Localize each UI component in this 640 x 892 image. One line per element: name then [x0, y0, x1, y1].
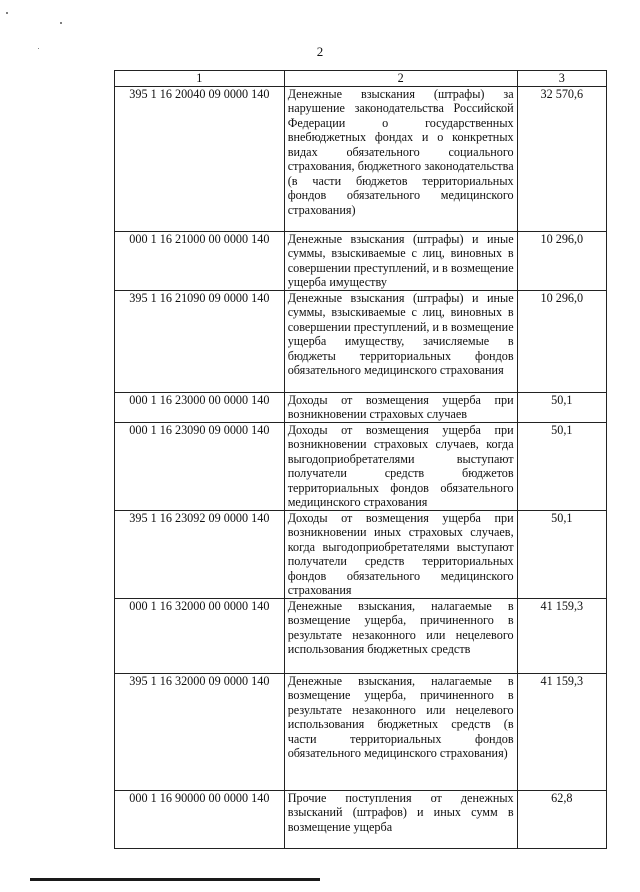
amount: 10 296,0 — [517, 290, 606, 392]
budget-code: 000 1 16 23090 09 0000 140 — [115, 422, 285, 510]
budget-code: 000 1 16 23000 00 0000 140 — [115, 392, 285, 422]
budget-code: 395 1 16 20040 09 0000 140 — [115, 86, 285, 231]
income-description: Денежные взыскания (штрафы) и иные суммы, взыскиваемые с лиц, виновных в совершении преступлений, и в возмещение ущерба имуществу — [284, 231, 517, 290]
budget-code: 395 1 16 32000 09 0000 140 — [115, 673, 285, 790]
table-row — [115, 790, 607, 848]
table-row — [115, 290, 607, 392]
page-number: 2 — [316, 44, 324, 59]
income-description: Доходы от возмещения ущерба при возникновении иных страховых случаев, когда выгодоприобретателями выступают получатели средств территориальных фондов обязательного медицинского страхования — [284, 510, 517, 598]
income-description: Денежные взыскания, налагаемые в возмещение ущерба, причиненного в результате незаконного или нецелевого использования бюджетных средств — [284, 598, 517, 673]
amount: 62,8 — [517, 790, 606, 848]
table-row — [115, 598, 607, 673]
income-description: Доходы от возмещения ущерба при возникновении страховых случаев, когда выгодоприобретателями выступают получатели средств бюджетов территориальных фондов обязательного медицинского страхования — [284, 422, 517, 510]
table-row — [115, 231, 607, 290]
scan-speck — [60, 22, 62, 24]
amount: 10 296,0 — [517, 231, 606, 290]
column-header: 3 — [517, 71, 606, 87]
scan-speck — [6, 12, 8, 14]
column-header: 1 — [115, 71, 285, 87]
table-row — [115, 673, 607, 790]
amount: 41 159,3 — [517, 673, 606, 790]
budget-code: 395 1 16 23092 09 0000 140 — [115, 510, 285, 598]
table-row — [115, 86, 607, 231]
revenue-table — [114, 70, 607, 849]
budget-code: 000 1 16 90000 00 0000 140 — [115, 790, 285, 848]
amount: 41 159,3 — [517, 598, 606, 673]
table-header-row — [115, 71, 607, 87]
table-row — [115, 392, 607, 422]
income-description: Доходы от возмещения ущерба при возникновении страховых случаев — [284, 392, 517, 422]
income-description: Денежные взыскания (штрафы) и иные суммы, взыскиваемые с лиц, виновных в совершении преступлений, и в возмещение ущерба имуществу, зачисляемые в бюджеты территориальных фондов обязательного медицинского страхования — [284, 290, 517, 392]
budget-code: 000 1 16 32000 00 0000 140 — [115, 598, 285, 673]
table-row — [115, 510, 607, 598]
amount: 50,1 — [517, 422, 606, 510]
budget-code: 395 1 16 21090 09 0000 140 — [115, 290, 285, 392]
amount: 50,1 — [517, 392, 606, 422]
column-header: 2 — [284, 71, 517, 87]
table-row — [115, 422, 607, 510]
income-description: Прочие поступления от денежных взысканий (штрафов) и иных сумм в возмещение ущерба — [284, 790, 517, 848]
income-description: Денежные взыскания (штрафы) за нарушение законодательства Российской Федерации о государственных внебюджетных фондах и о конкретных видах обязательного социального страхования, бюджетного законодательства (в части бюджетов территориальных фондов обязательного медицинского страхования) — [284, 86, 517, 231]
scan-edge-line — [30, 878, 320, 881]
budget-code: 000 1 16 21000 00 0000 140 — [115, 231, 285, 290]
income-description: Денежные взыскания, налагаемые в возмещение ущерба, причиненного в результате незаконного или нецелевого использования бюджетных средств (в части территориальных фондов обязательного медицинского страхования) — [284, 673, 517, 790]
amount: 50,1 — [517, 510, 606, 598]
amount: 32 570,6 — [517, 86, 606, 231]
